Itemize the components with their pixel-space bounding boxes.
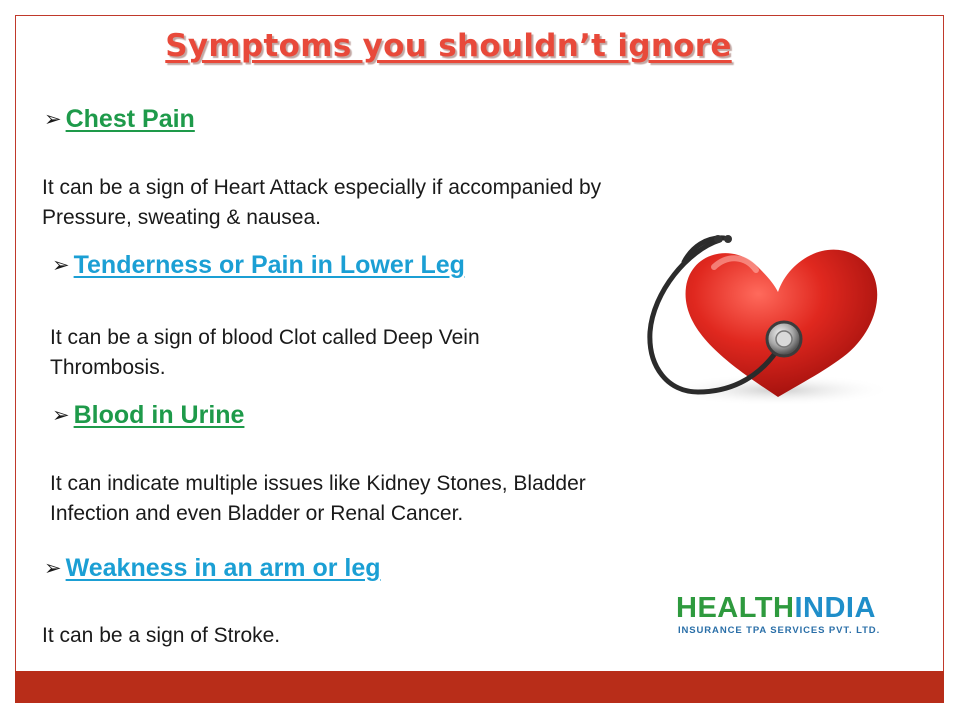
text-line: It can indicate multiple issues like Kidney Stones, Bladder [50,472,586,495]
heading-chest-pain [44,105,195,134]
heading-label: Tenderness or Pain in Lower Leg [73,251,465,279]
text-line: Thrombosis. [50,356,166,379]
heading-lower-leg [52,251,465,280]
footer-bar [15,671,944,703]
heading-label: Blood in Urine [73,401,245,429]
healthindia-logo [676,592,906,642]
text-weakness [42,621,280,651]
text-blood-in-urine [50,469,586,529]
slide-title: Symptoms you shouldn’t ignore [165,28,732,64]
bullet-arrow-icon: ➢ [44,108,62,131]
text-line: Infection and even Bladder or Renal Cancer. [50,502,464,525]
bullet-arrow-icon: ➢ [52,404,70,427]
text-line: It can be a sign of Stroke. [42,624,281,647]
text-line: It can be a sign of blood Clot called Deep Vein [50,326,480,349]
logo-word-india: INDIA [794,592,876,624]
text-chest-pain [42,173,601,233]
heart-stethoscope-icon [628,232,908,422]
heading-blood-in-urine [52,401,244,430]
heading-label: Chest Pain [65,105,195,133]
heading-weakness [44,554,381,583]
bullet-arrow-icon: ➢ [44,557,62,580]
text-line: Pressure, sweating & nausea. [42,206,321,229]
logo-tagline: INSURANCE TPA SERVICES PVT. LTD. [678,625,881,636]
text-line: It can be a sign of Heart Attack especially if accompanied by [42,176,602,199]
logo-word-health: HEALTH [676,592,795,624]
heading-label: Weakness in an arm or leg [65,554,381,582]
logo-wordmark [676,592,876,624]
bullet-arrow-icon: ➢ [52,254,70,277]
text-lower-leg [50,323,480,383]
